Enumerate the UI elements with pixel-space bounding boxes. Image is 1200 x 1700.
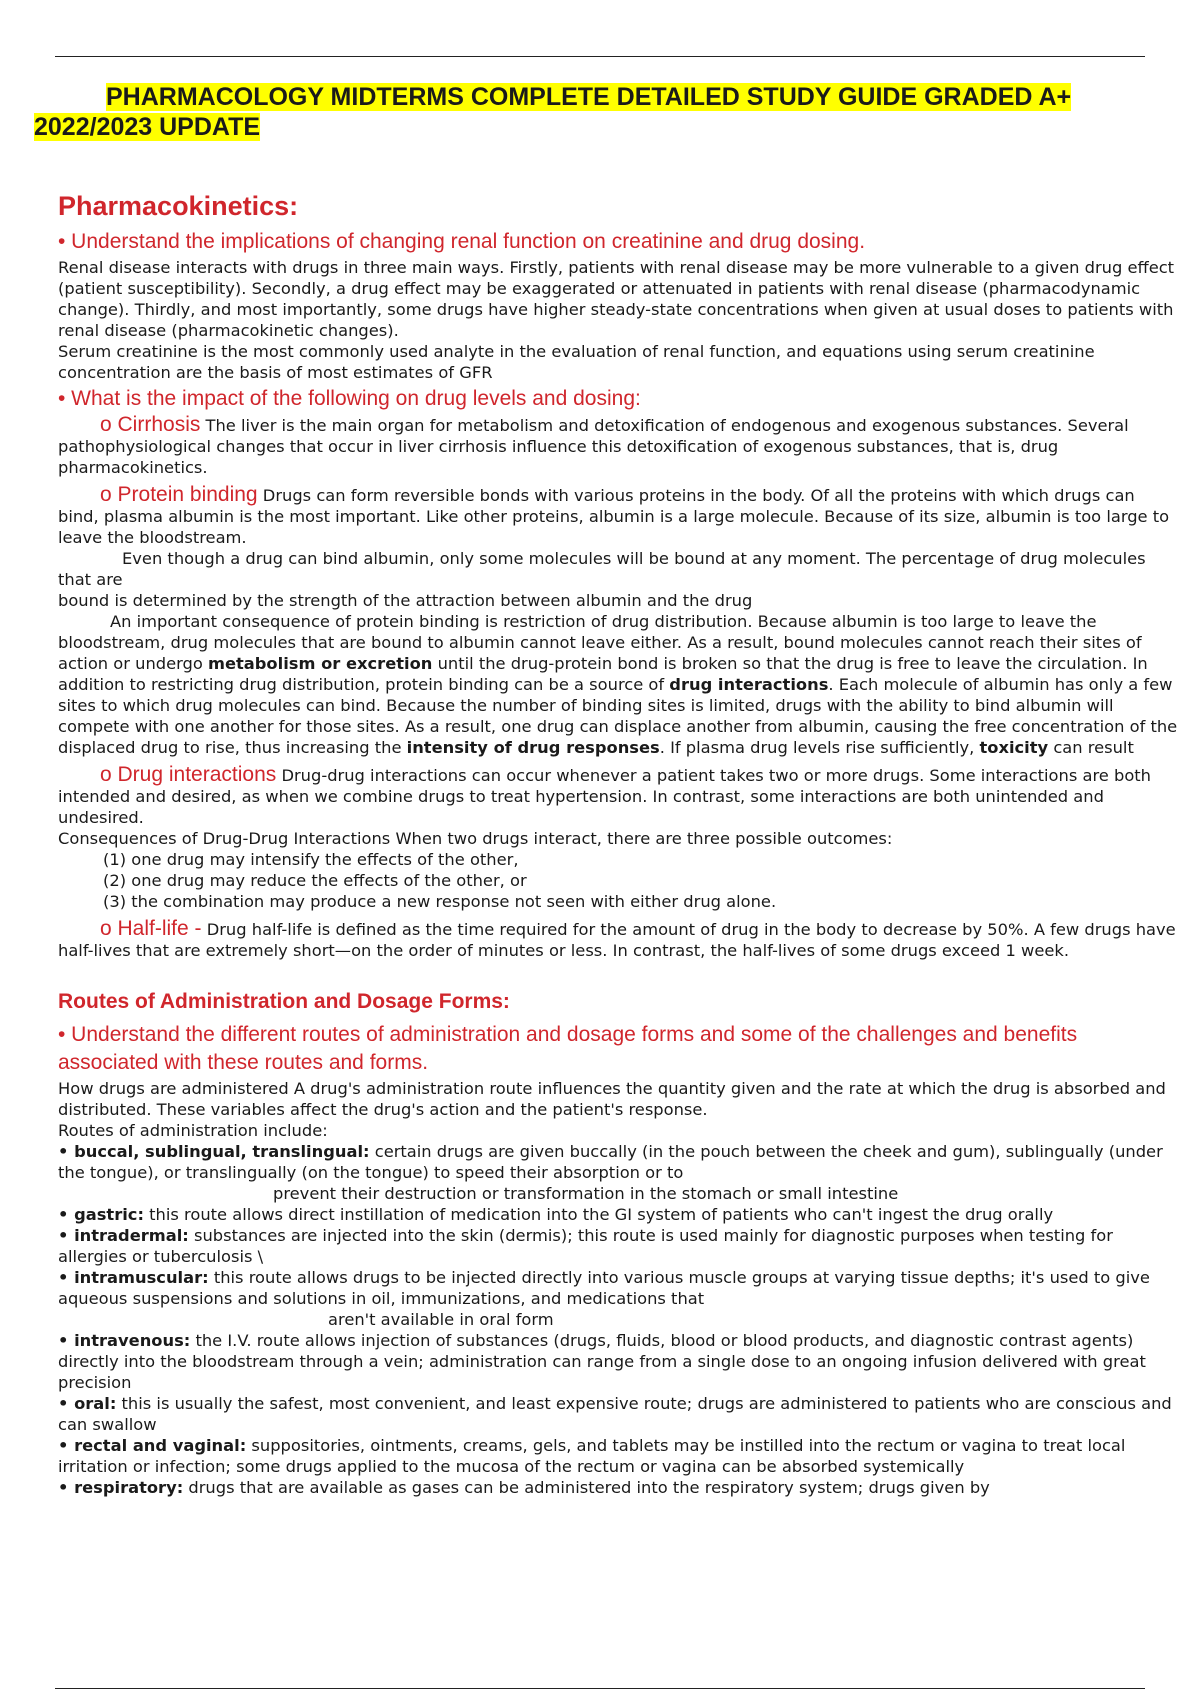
top-rule <box>55 56 1145 57</box>
paragraph-serum-creatinine: Serum creatinine is the most commonly used analyte in the evaluation of renal function, and equations using serum creatinine concentration are the basis of most estimates of GFR <box>58 342 1095 382</box>
route-intramuscular-continued: aren't available in oral form <box>328 1310 554 1329</box>
route-label: • respiratory: <box>58 1478 184 1497</box>
paragraph-protein-binding <box>58 484 1178 548</box>
text-run: can result <box>1048 738 1134 757</box>
section-heading-pharmacokinetics: Pharmacokinetics: <box>58 191 299 221</box>
route-buccal <box>58 1141 1178 1183</box>
route-text: this route allows drugs to be injected directly into various muscle groups at varying tissue depths; it's used to give aqueous suspensions and solutions in oil, immunizations, and medications that <box>58 1268 1150 1308</box>
section-heading-routes: Routes of Administration and Dosage Forms: <box>58 990 510 1013</box>
text-run: . If plasma drug levels rise sufficiently, <box>659 738 980 757</box>
route-label: • gastric: <box>58 1205 144 1224</box>
title-line-2: 2022/2023 UPDATE <box>34 113 261 141</box>
bullet-renal-function: • Understand the implications of changing renal function on creatinine and drug dosing. <box>58 230 866 253</box>
route-label: • buccal, sublingual, translingual: <box>58 1142 370 1161</box>
title-line-1: PHARMACOLOGY MIDTERMS COMPLETE DETAILED STUDY GUIDE GRADED A+ <box>106 83 1072 111</box>
route-buccal-continued: prevent their destruction or transformation in the stomach or small intestine <box>273 1184 899 1203</box>
subheading-protein-binding: o Protein binding <box>100 483 258 506</box>
bold-metabolism-excretion: metabolism or excretion <box>208 654 433 673</box>
paragraph-renal-disease: Renal disease interacts with drugs in three main ways. Firstly, patients with renal disease may be more vulnerable to a given drug effect (patient susceptibility). Secondly, a drug effect may be exaggerated or attenuated in patients with renal disease (pharmacodynamic change). Thirdly, and most importantly, some drugs have higher steady-state concentrations when given at usual doses to patients with renal disease (pharmacokinetic changes). <box>58 258 1175 340</box>
route-intramuscular <box>58 1267 1178 1309</box>
route-label: • intramuscular: <box>58 1268 209 1287</box>
albumin-binding-text: Even though a drug can bind albumin, only some molecules will be bound at any moment. The percentage of drug molecules that are <box>58 549 1146 589</box>
bold-drug-interactions: drug interactions <box>669 675 829 694</box>
paragraph-routes-include: Routes of administration include: <box>58 1121 328 1140</box>
paragraph-protein-binding-consequence <box>58 611 1178 758</box>
document-title <box>34 82 1164 142</box>
route-text: this route allows direct instillation of medication into the GI system of patients who can't ingest the drug orally <box>143 1205 1054 1224</box>
protein-binding-text: Drugs can form reversible bonds with various proteins in the body. Of all the proteins with which drugs can bind, plasma albumin is the most important. Like other proteins, albumin is a large molecule. Because of its size, albumin is too large to leave the bloodstream. <box>58 486 1170 547</box>
route-label: • rectal and vaginal: <box>58 1436 247 1455</box>
route-text: suppositories, ointments, creams, gels, and tablets may be instilled into the rectum or vagina to treat local irritation or infection; some drugs applied to the mucosa of the rectum or vagina can be absorbed systemically <box>58 1436 1126 1476</box>
route-label: • intradermal: <box>58 1226 189 1245</box>
bullet-routes: • Understand the different routes of administration and dosage forms and some of the challenges and benefits associated with these routes and forms. <box>58 1023 1078 1074</box>
bold-toxicity: toxicity <box>979 738 1049 757</box>
route-rectal-vaginal <box>58 1435 1178 1477</box>
text-run: until the drug-protein bond is broken so that the drug is free to leave the circulation. In addition to restricting drug distribution, protein binding can be a source of <box>58 654 1148 694</box>
paragraph-consequences: Consequences of Drug-Drug Interactions When two drugs interact, there are three possible outcomes: <box>58 829 893 848</box>
list-item-1: (1) one drug may intensify the effects of the other, <box>103 850 519 869</box>
subheading-cirrhosis: o Cirrhosis <box>100 413 201 436</box>
document-body <box>58 190 1178 1498</box>
paragraph-half-life <box>58 918 1178 961</box>
cirrhosis-text: The liver is the main organ for metabolism and detoxification of endogenous and exogenous substances. Several pathophysiological changes that occur in liver cirrhosis influence this detoxification of exogenous substances, that is, drug pharmacokinetics. <box>58 416 1129 477</box>
bullet-drug-levels: • What is the impact of the following on drug levels and dosing: <box>58 387 641 410</box>
subheading-half-life: o Half-life - <box>100 917 202 940</box>
paragraph-albumin-binding <box>58 548 1178 590</box>
drug-interactions-text: Drug-drug interactions can occur whenever a patient takes two or more drugs. Some interactions are both intended and desired, as when we combine drugs to treat hypertension. In contrast, some interactions are both unintended and undesired. <box>58 766 1151 827</box>
route-text: this is usually the safest, most convenient, and least expensive route; drugs are administered to patients who are conscious and can swallow <box>58 1394 1172 1434</box>
bold-intensity: intensity of drug responses <box>406 738 660 757</box>
route-intravenous <box>58 1330 1178 1393</box>
paragraph-how-administered: How drugs are administered A drug's administration route influences the quantity given and the rate at which the drug is absorbed and distributed. These variables affect the drug's action and the patient's response. <box>58 1079 1166 1119</box>
route-text: drugs that are available as gases can be administered into the respiratory system; drugs given by <box>183 1478 990 1497</box>
route-label: • intravenous: <box>58 1331 191 1350</box>
list-item-3: (3) the combination may produce a new response not seen with either drug alone. <box>103 892 777 911</box>
route-label: • oral: <box>58 1394 117 1413</box>
text-run: An important consequence of protein binding is restriction of drug distribution. Because albumin is too large to leave the bloodstream, drug molecules that are bound to albumin cannot leave either. As a result, bound molecules cannot reach their sites of action or undergo <box>58 612 1142 673</box>
paragraph-cirrhosis <box>58 414 1178 478</box>
text-run: . Each molecule of albumin has only a few sites to which drug molecules can bind. Because the number of binding sites is limited, drugs with the ability to bind albumin will compete with one another for those sites. As a result, one drug can displace another from albumin, causing the free concentration of the displaced drug to rise, thus increasing the <box>58 675 1178 757</box>
route-text: substances are injected into the skin (dermis); this route is used mainly for diagnostic purposes when testing for allergies or tuberculosis \ <box>58 1226 1113 1266</box>
route-gastric <box>58 1204 1178 1225</box>
subheading-drug-interactions: o Drug interactions <box>100 763 277 786</box>
route-respiratory <box>58 1477 1178 1498</box>
paragraph-drug-interactions <box>58 764 1178 828</box>
route-text: the I.V. route allows injection of substances (drugs, fluids, blood or blood products, and diagnostic contrast agents) directly into the bloodstream through a vein; administration can range from a single dose to an ongoing infusion delivered with great precision <box>58 1331 1146 1392</box>
bottom-rule <box>55 1688 1145 1689</box>
list-item-2: (2) one drug may reduce the effects of the other, or <box>103 871 527 890</box>
route-oral <box>58 1393 1178 1435</box>
half-life-text: Drug half-life is defined as the time required for the amount of drug in the body to decrease by 50%. A few drugs have half-lives that are extremely short—on the order of minutes or less. In contrast, the half-lives of some drugs exceed 1 week. <box>58 920 1176 960</box>
route-intradermal <box>58 1225 1178 1267</box>
route-text: certain drugs are given buccally (in the pouch between the cheek and gum), sublingually (under the tongue), or translingually (on the tongue) to speed their absorption or to <box>58 1142 1163 1182</box>
paragraph-bound-strength: bound is determined by the strength of the attraction between albumin and the drug <box>58 591 753 610</box>
